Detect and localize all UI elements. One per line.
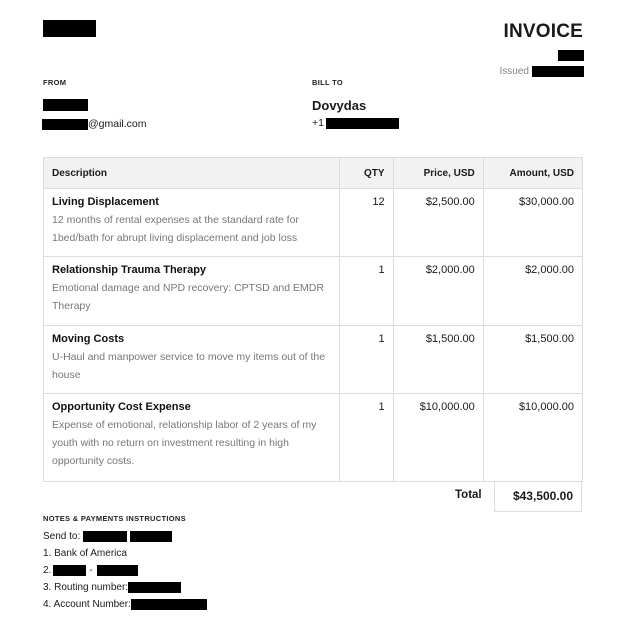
total-label: Total: [455, 489, 482, 501]
header-amount: Amount, USD: [483, 158, 582, 189]
payment-instructions: [43, 528, 207, 613]
redacted-phone-number: [326, 118, 399, 129]
table-row: [44, 326, 583, 394]
table-header-row: [44, 158, 583, 189]
item-desc: Emotional damage and NPD recovery: CPTSD and EMDR Therapy: [52, 282, 324, 312]
item-amount: $2,000.00: [483, 257, 582, 326]
redacted-issued-date: [532, 66, 584, 77]
phone-prefix: +1: [312, 117, 324, 129]
bill-to-phone: [312, 117, 399, 129]
line2-prefix: 2.: [43, 565, 52, 576]
item-qty: 1: [340, 394, 394, 482]
item-qty: 1: [340, 326, 394, 394]
item-amount: $30,000.00: [483, 189, 582, 257]
from-label: FROM: [43, 78, 67, 87]
table-row: [44, 257, 583, 326]
invoice-title: INVOICE: [503, 21, 583, 42]
table-row: [44, 189, 583, 257]
redacted-logo: [43, 20, 96, 37]
item-amount: $1,500.00: [483, 326, 582, 394]
invoice-items-table: [43, 157, 583, 482]
item-price: $10,000.00: [393, 394, 483, 482]
redacted-field-a: [53, 565, 86, 576]
item-qty: 12: [340, 189, 394, 257]
redacted-routing-number: [128, 582, 181, 593]
item-price: $1,500.00: [393, 326, 483, 394]
item-desc: U-Haul and manpower service to move my items out of the house: [52, 351, 326, 381]
send-to-label: Send to:: [43, 531, 81, 542]
item-amount: $10,000.00: [483, 394, 582, 482]
redacted-invoice-number: [558, 50, 584, 61]
item-title: Relationship Trauma Therapy: [52, 264, 207, 276]
notes-label: NOTES & PAYMENTS INSTRUCTIONS: [43, 514, 186, 523]
issued-date: [500, 66, 584, 77]
item-description-cell: [44, 189, 340, 257]
item-desc: 12 months of rental expenses at the standard rate for 1bed/bath for abrupt living displacement and job loss: [52, 214, 299, 244]
redacted-field-b: [97, 565, 138, 576]
item-title: Moving Costs: [52, 333, 125, 345]
item-description-cell: [44, 326, 340, 394]
item-title: Opportunity Cost Expense: [52, 401, 191, 413]
item-description-cell: [44, 394, 340, 482]
routing-label: 3. Routing number:: [43, 582, 129, 593]
send-to-line: [43, 528, 207, 545]
line2-separator: -: [89, 565, 93, 576]
table-row: [44, 394, 583, 482]
total-value: $43,500.00: [494, 481, 582, 512]
item-title: Living Displacement: [52, 196, 159, 208]
account-type-line: [43, 562, 207, 579]
header-price: Price, USD: [393, 158, 483, 189]
item-desc: Expense of emotional, relationship labor of 2 years of my youth with no return on investment resulting in high opportunity costs.: [52, 419, 317, 467]
redacted-email-user: [42, 119, 88, 130]
redacted-recipient-last: [130, 531, 172, 542]
sender-email: [42, 118, 147, 130]
account-line: [43, 596, 207, 613]
item-description-cell: [44, 257, 340, 326]
redacted-recipient-first: [83, 531, 127, 542]
item-qty: 1: [340, 257, 394, 326]
item-price: $2,500.00: [393, 189, 483, 257]
account-label: 4. Account Number:: [43, 599, 131, 610]
bill-to-label: BILL TO: [312, 78, 343, 87]
redacted-sender-name: [43, 99, 88, 111]
header-qty: QTY: [340, 158, 394, 189]
issued-label: Issued: [499, 66, 529, 77]
header-description: Description: [44, 158, 340, 189]
bank-line: 1. Bank of America: [43, 548, 127, 559]
item-price: $2,000.00: [393, 257, 483, 326]
email-suffix: @gmail.com: [88, 118, 147, 130]
routing-line: [43, 579, 207, 596]
bill-to-name: Dovydas: [312, 98, 367, 113]
redacted-account-number: [131, 599, 207, 610]
